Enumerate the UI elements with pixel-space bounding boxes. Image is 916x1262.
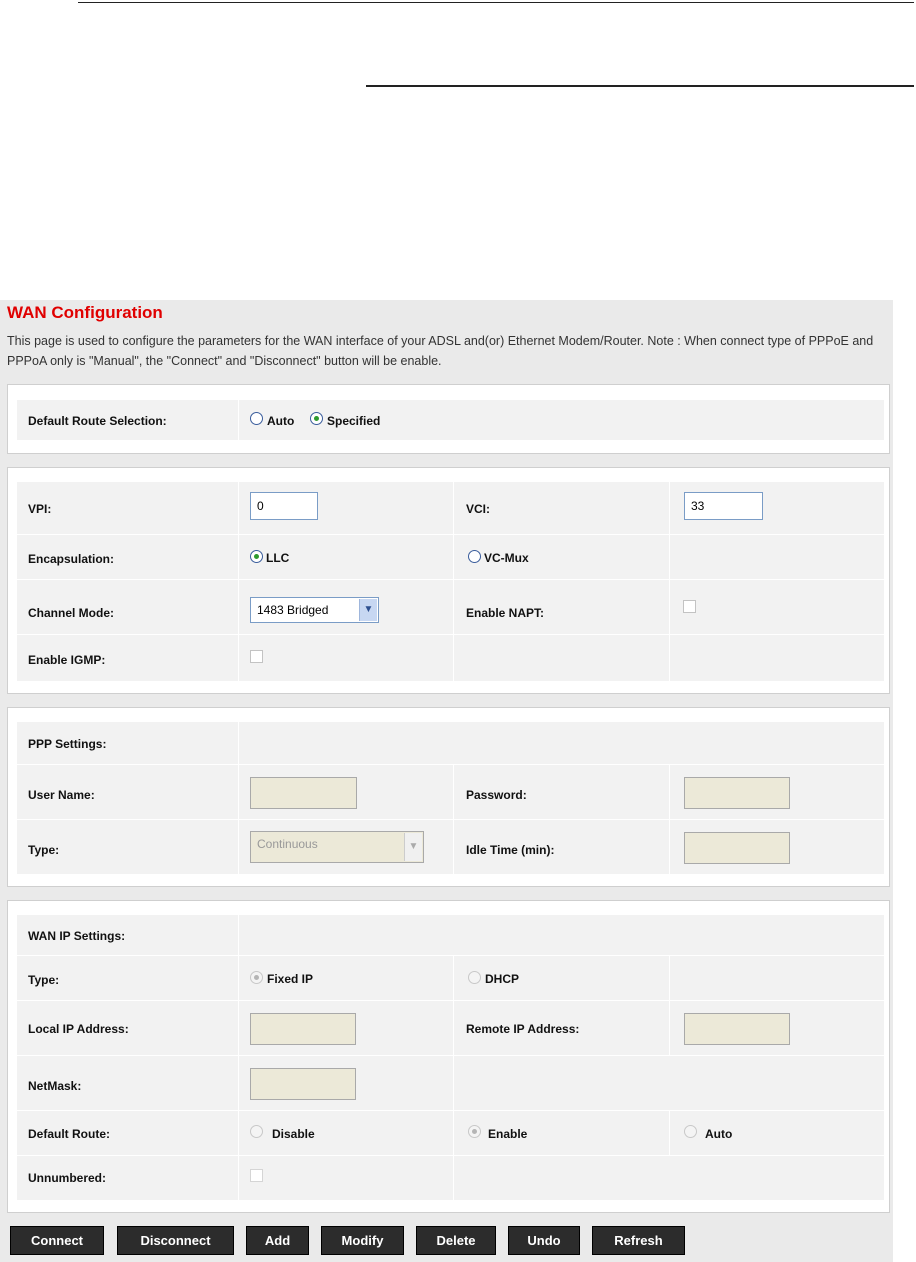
route-disable-label: Disable	[272, 1127, 315, 1141]
username-input[interactable]	[250, 777, 357, 809]
route-auto-label: Auto	[267, 414, 295, 428]
vpi-input[interactable]	[250, 492, 318, 520]
unnumbered-label: Unnumbered:	[28, 1171, 106, 1185]
modify-button[interactable]: Modify	[321, 1226, 404, 1255]
header-rule	[366, 85, 914, 87]
cell	[670, 580, 884, 634]
route-auto-radio[interactable]	[250, 412, 263, 425]
disconnect-button[interactable]: Disconnect	[117, 1226, 234, 1255]
route-enable-radio[interactable]	[468, 1125, 481, 1138]
chevron-down-icon: ▼	[404, 833, 422, 861]
undo-button[interactable]: Undo	[508, 1226, 580, 1255]
ppp-type-select[interactable]	[250, 831, 424, 863]
remote-ip-label: Remote IP Address:	[466, 1022, 580, 1036]
chevron-down-icon: ▼	[359, 599, 377, 621]
encap-llc-radio[interactable]	[250, 550, 263, 563]
cell	[454, 1111, 669, 1155]
username-label: User Name:	[28, 788, 95, 802]
cell	[239, 635, 453, 681]
route-auto-label-ip: Auto	[705, 1127, 733, 1141]
local-ip-label: Local IP Address:	[28, 1022, 129, 1036]
enable-igmp-checkbox[interactable]	[250, 650, 263, 663]
cell	[670, 535, 884, 579]
ip-dhcp-radio[interactable]	[468, 971, 481, 984]
delete-button[interactable]: Delete	[416, 1226, 496, 1255]
ppp-settings-heading: PPP Settings:	[28, 737, 107, 751]
vci-label: VCI:	[466, 502, 490, 516]
connect-button[interactable]: Connect	[10, 1226, 104, 1255]
password-input[interactable]	[684, 777, 790, 809]
ppp-type-label: Type:	[28, 843, 60, 857]
route-auto-radio-ip[interactable]	[684, 1125, 697, 1138]
cell	[239, 1156, 453, 1200]
netmask-input[interactable]	[250, 1068, 356, 1100]
channel-mode-value: 1483 Bridged	[257, 603, 329, 617]
default-route-label: Default Route:	[28, 1127, 110, 1141]
route-specified-radio[interactable]	[310, 412, 323, 425]
refresh-button[interactable]: Refresh	[592, 1226, 685, 1255]
encapsulation-label: Encapsulation:	[28, 552, 115, 566]
cell	[239, 722, 884, 764]
atm-settings-box	[7, 467, 890, 694]
enable-napt-checkbox[interactable]	[683, 600, 696, 613]
add-button[interactable]: Add	[246, 1226, 309, 1255]
ip-type-label: Type:	[28, 973, 60, 987]
encap-llc-label: LLC	[266, 551, 290, 565]
page-title: WAN Configuration	[7, 303, 163, 322]
enable-igmp-label: Enable IGMP:	[28, 653, 106, 667]
ip-dhcp-label: DHCP	[485, 972, 520, 986]
route-enable-label: Enable	[488, 1127, 528, 1141]
cell	[670, 635, 884, 681]
default-route-selection-label: Default Route Selection:	[28, 414, 167, 428]
ppp-settings-box	[7, 707, 890, 887]
wan-ip-settings-box	[7, 900, 890, 1213]
route-disable-radio[interactable]	[250, 1125, 263, 1138]
encap-vcmux-label: VC-Mux	[484, 551, 529, 565]
remote-ip-input[interactable]	[684, 1013, 790, 1045]
ip-fixed-label: Fixed IP	[267, 972, 314, 986]
cell	[454, 1156, 884, 1200]
page-description: This page is used to configure the parameters for the WAN interface of your ADSL and(or) Ethernet Modem/Router. Note : When connect type of PPPoE and PPPoA only is "Manual", the "Connect" and "Disconnect" button will be enable.	[7, 334, 874, 368]
encap-vcmux-radio[interactable]	[468, 550, 481, 563]
cell	[454, 635, 669, 681]
channel-mode-label: Channel Mode:	[28, 606, 114, 620]
vpi-label: VPI:	[28, 502, 52, 516]
wan-ip-settings-heading: WAN IP Settings:	[28, 929, 126, 943]
cell	[670, 1111, 884, 1155]
ppp-type-value: Continuous	[257, 837, 318, 851]
idle-time-input[interactable]	[684, 832, 790, 864]
top-rule	[78, 2, 914, 3]
local-ip-input[interactable]	[250, 1013, 356, 1045]
netmask-label: NetMask:	[28, 1079, 82, 1093]
route-selection-box	[7, 384, 890, 454]
cell	[454, 1056, 884, 1110]
cell	[670, 956, 884, 1000]
cell	[239, 915, 884, 955]
idle-time-label: Idle Time (min):	[466, 843, 555, 857]
enable-napt-label: Enable NAPT:	[466, 606, 545, 620]
route-specified-label: Specified	[327, 414, 381, 428]
unnumbered-checkbox[interactable]	[250, 1169, 263, 1182]
ip-fixed-radio[interactable]	[250, 971, 263, 984]
channel-mode-select[interactable]	[250, 597, 379, 623]
vci-input[interactable]	[684, 492, 763, 520]
password-label: Password:	[466, 788, 527, 802]
